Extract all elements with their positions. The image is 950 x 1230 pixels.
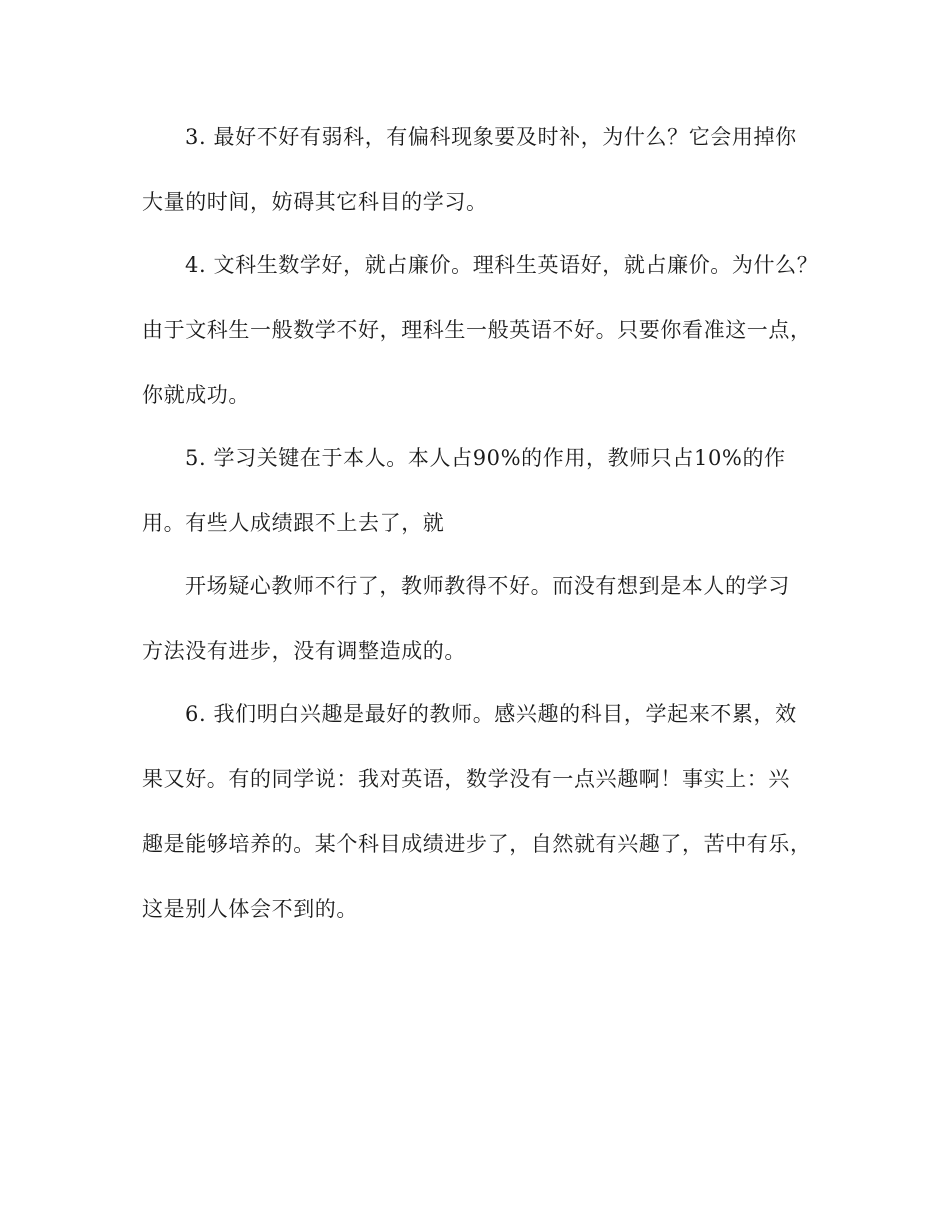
document-body xyxy=(142,125,819,921)
paragraph-5-continued-line-1: 开场疑心教师不行了，教师教得不好。而没有想到是本人的学习 xyxy=(185,574,790,598)
paragraph-3-line-2: 大量的时间，妨碍其它科目的学习。 xyxy=(142,190,488,214)
paragraph-6-line-4: 这是别人体会不到的。 xyxy=(142,897,358,921)
paragraph-6-line-3: 趣是能够培养的。某个科目成绩进步了，自然就有兴趣了，苦中有乐， xyxy=(142,832,812,856)
paragraph-4-line-2: 由于文科生一般数学不好，理科生一般英语不好。只要你看准这一点， xyxy=(142,318,812,342)
paragraph-5-line-2: 用。有些人成绩跟不上去了，就 xyxy=(142,511,445,535)
paragraph-3-line-1: 3. 最好不好有弱科，有偏科现象要及时补，为什么？它会用掉你 xyxy=(185,125,797,149)
paragraph-4-line-3: 你就成功。 xyxy=(142,383,250,407)
paragraph-6-line-2: 果又好。有的同学说：我对英语，数学没有一点兴趣啊！事实上：兴 xyxy=(142,767,790,791)
paragraph-5-continued-line-2: 方法没有进步，没有调整造成的。 xyxy=(142,639,466,663)
paragraph-4-line-1: 4. 文科生数学好，就占廉价。理科生英语好，就占廉价。为什么？ xyxy=(185,253,819,277)
paragraph-5-line-1: 5. 学习关键在于本人。本人占90%的作用，教师只占10%的作 xyxy=(185,446,786,470)
paragraph-6-line-1: 6. 我们明白兴趣是最好的教师。感兴趣的科目，学起来不累，效 xyxy=(185,702,797,726)
